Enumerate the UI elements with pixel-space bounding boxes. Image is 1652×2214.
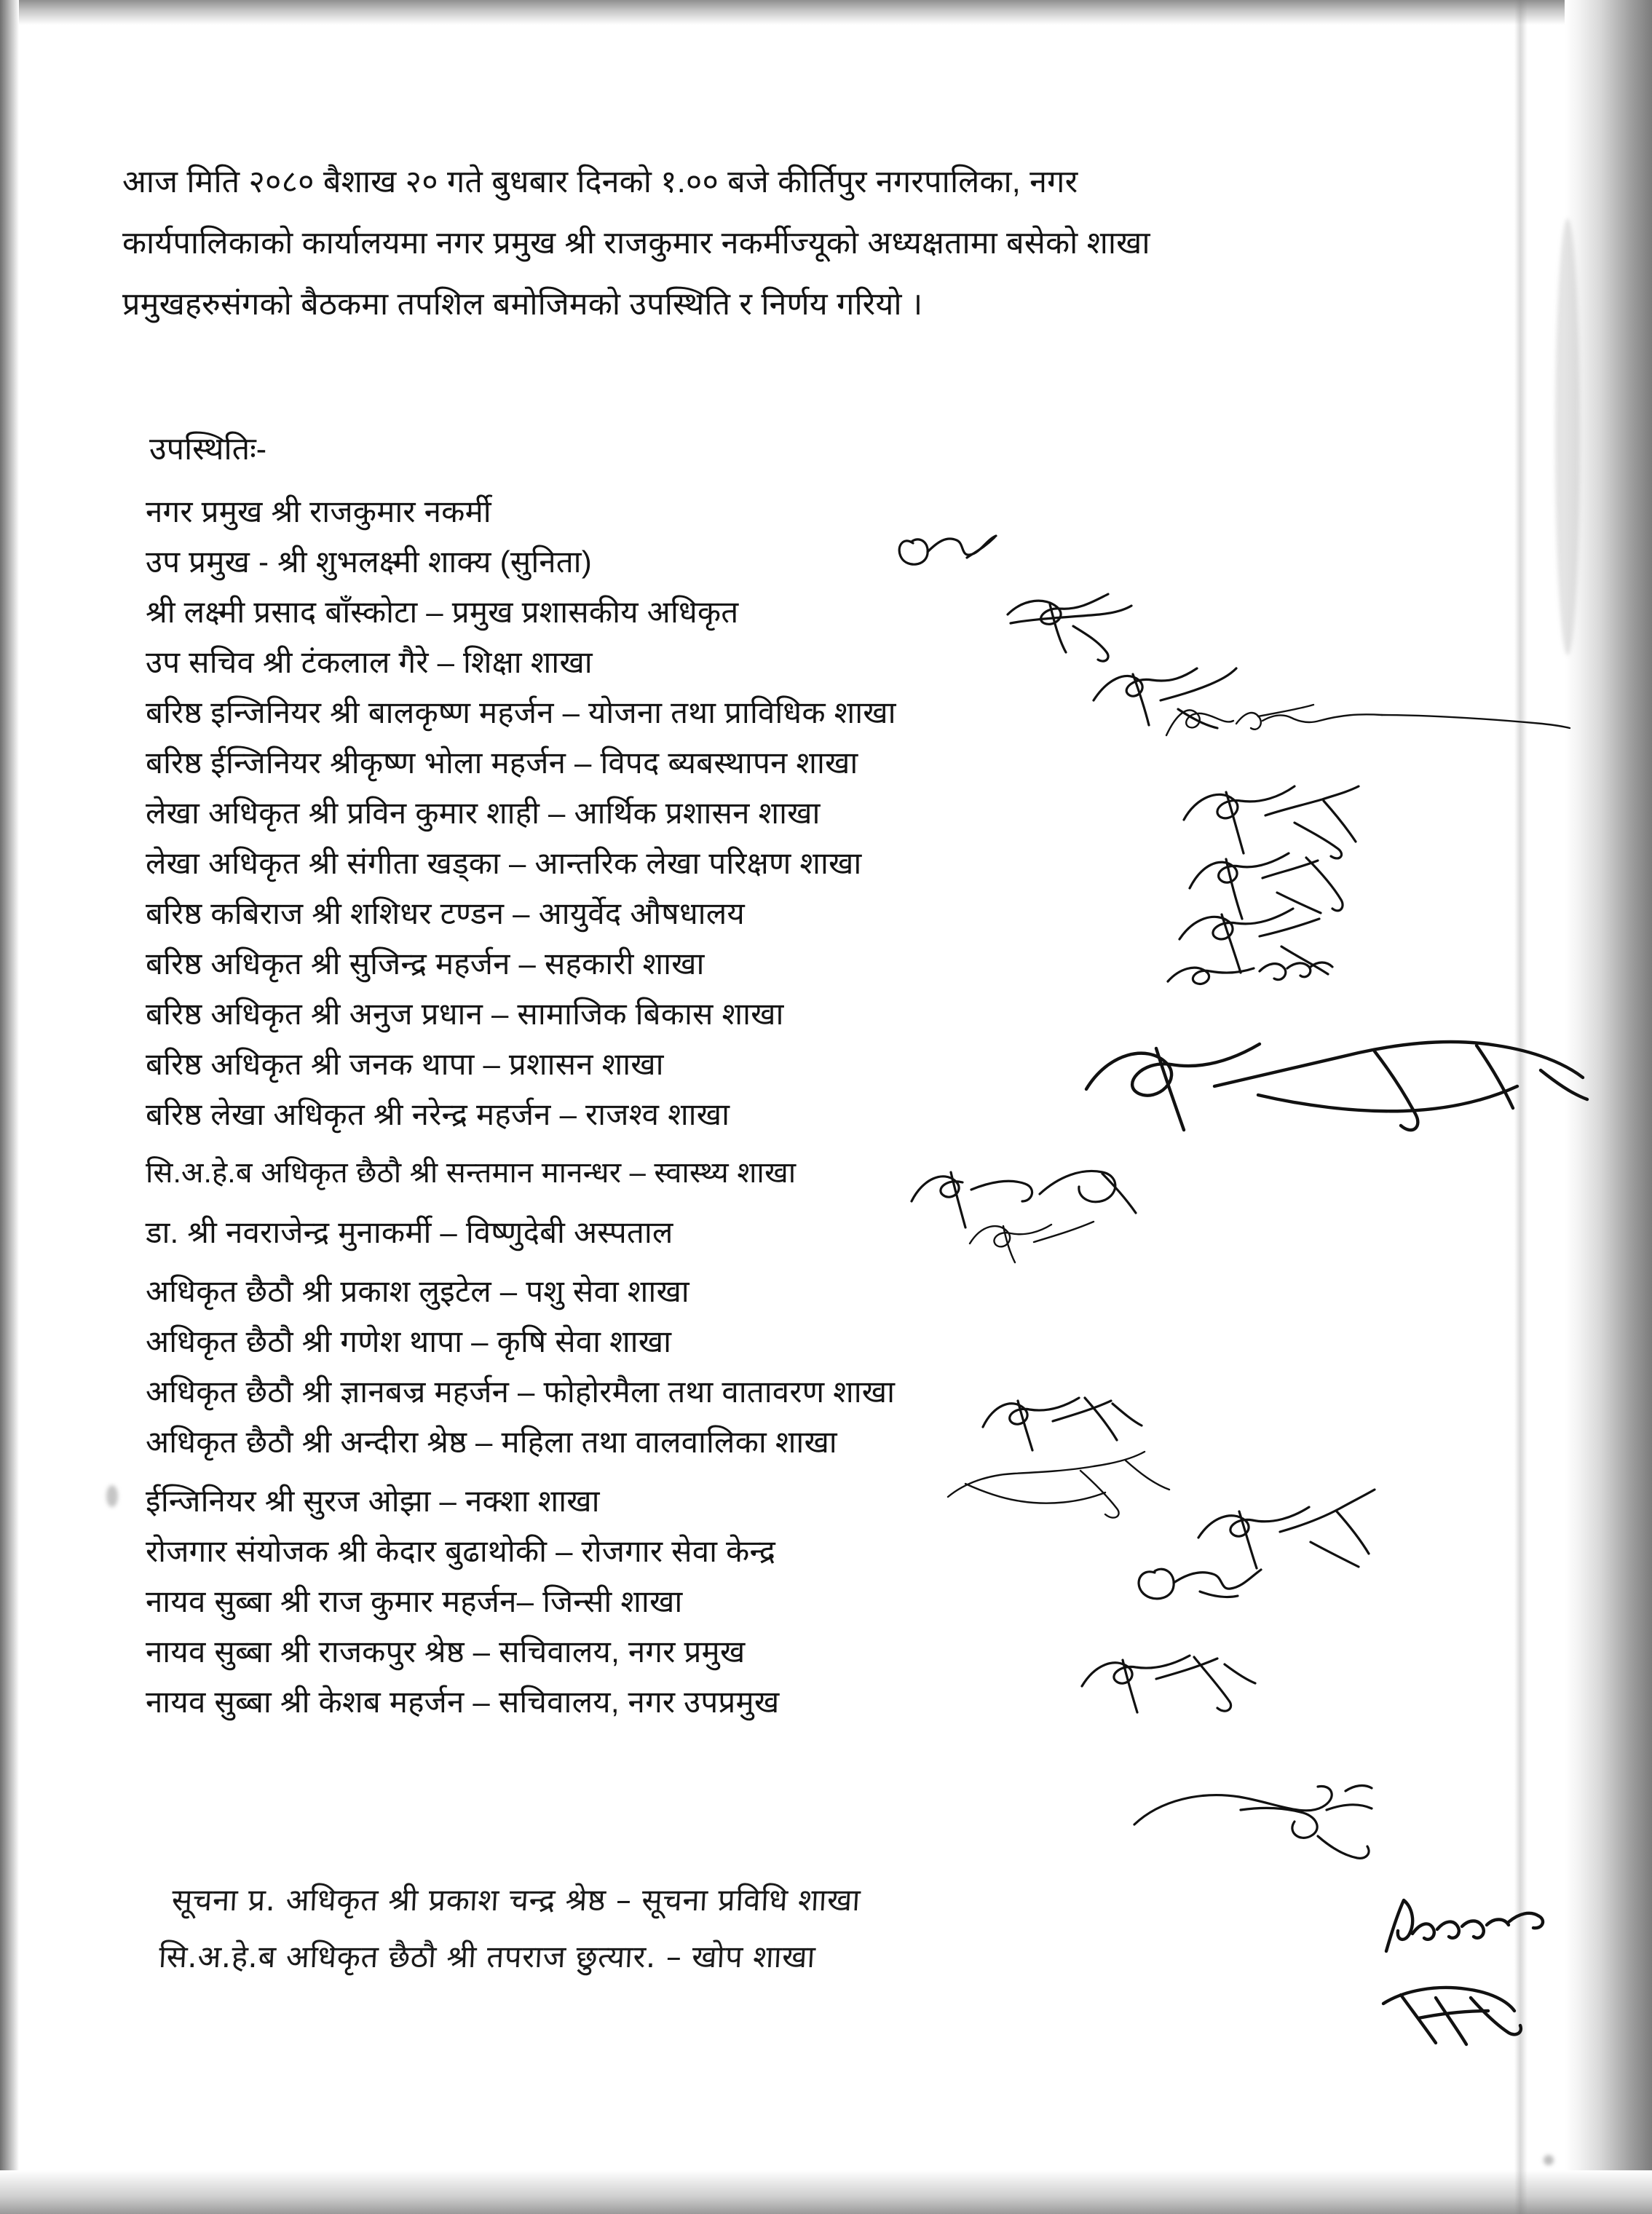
handwritten-line: सि.अ.हे.ब अधिकृत छैठौ श्री तपराज छुत्यार. – खोप शाखा [157, 1939, 817, 1974]
list-item: रोजगार संयोजक श्री केदार बुढाथोकी – रोजगार सेवा केन्द्र [146, 1534, 776, 1568]
paragraph-line: आज मिति २०८० बैशाख २० गते बुधबार दिनको १.०० बजे कीर्तिपुर नगरपालिका, नगर [122, 165, 1078, 199]
list-item: अधिकृत छैठौ श्री अन्दीरा श्रेष्ठ – महिला तथा वालवालिका शाखा [146, 1425, 837, 1459]
list-item: नायव सुब्बा श्री केशब महर्जन – सचिवालय, नगर उपप्रमुख [146, 1685, 780, 1719]
scan-top-shadow [0, 0, 1652, 25]
handwritten-attendance-rows [157, 1874, 1482, 1983]
scan-left-shadow [0, 0, 19, 2214]
attendance-list [146, 486, 1456, 1727]
scan-bottom-shadow [0, 2170, 1652, 2214]
signature-keshab-maharjan [1131, 1778, 1379, 1873]
list-item: बरिष्ठ लेखा अधिकृत श्री नरेन्द्र महर्जन – राजश्व शाखा [146, 1097, 730, 1131]
list-item: श्री लक्ष्मी प्रसाद बाँस्कोटा – प्रमुख प्रशासकीय अधिकृत [146, 595, 739, 629]
list-item: ईन्जिनियर श्री सुरज ओझा – नक्शा शाखा [146, 1484, 600, 1518]
list-item: अधिकृत छैठौ श्री प्रकाश लुइटेल – पशु सेवा शाखा [146, 1274, 689, 1308]
list-item: लेखा अधिकृत श्री प्रविन कुमार शाही – आर्थिक प्रशासन शाखा [146, 796, 821, 830]
list-item: बरिष्ठ अधिकृत श्री जनक थापा – प्रशासन शाखा [146, 1047, 664, 1081]
scan-speck [1544, 2155, 1554, 2165]
list-item: सि.अ.हे.ब अधिकृत छैठौ श्री सन्तमान मानन्धर – स्वास्थ्य शाखा [146, 1157, 797, 1189]
paragraph-line: प्रमुखहरुसंगको बैठकमा तपशिल बमोजिमको उपस्थिति र निर्णय गरियो । [122, 287, 923, 322]
paragraph-line: कार्यपालिकाको कार्यालयमा नगर प्रमुख श्री राजकुमार नकर्मीज्यूको अध्यक्षतामा बसेको शाखा [122, 226, 1150, 261]
handwritten-line: सूचना प्र. अधिकृत श्री प्रकाश चन्द्र श्रेष्ठ – सूचना प्रविधि शाखा [170, 1882, 862, 1918]
list-item: बरिष्ठ अधिकृत श्री अनुज प्रधान – सामाजिक बिकास शाखा [146, 997, 784, 1031]
scan-speck [106, 1485, 118, 1507]
list-item: बरिष्ठ कबिराज श्री शशिधर टण्डन – आयुर्वेद औषधालय [146, 896, 745, 930]
list-item: उप प्रमुख - श्री शुभलक्ष्मी शाक्य (सुनिता) [146, 545, 592, 579]
list-item: लेखा अधिकृत श्री संगीता खड्का – आन्तरिक लेखा परिक्षण शाखा [146, 846, 862, 880]
list-item: नगर प्रमुख श्री राजकुमार नकर्मी [146, 494, 491, 529]
list-item: अधिकृत छैठौ श्री ज्ञानबज्र महर्जन – फोहोरमैला तथा वातावरण शाखा [146, 1375, 896, 1409]
list-item: अधिकृत छैठौ श्री गणेश थापा – कृषि सेवा शाखा [146, 1324, 672, 1359]
list-item: उप सचिव श्री टंकलाल गैरे – शिक्षा शाखा [146, 645, 593, 679]
list-item: बरिष्ठ ईन्जिनियर श्रीकृष्ण भोला महर्जन – विपद ब्यबस्थापन शाखा [146, 746, 858, 780]
list-item: डा. श्री नवराजेन्द्र मुनाकर्मी – विष्णुदेबी अस्पताल [146, 1215, 673, 1249]
list-item: नायव सुब्बा श्री राज कुमार महर्जन– जिन्सी शाखा [146, 1584, 683, 1618]
list-item: नायव सुब्बा श्री राजकपुर श्रेष्ठ – सचिवालय, नगर प्रमुख [146, 1634, 746, 1669]
list-item: बरिष्ठ इन्जिनियर श्री बालकृष्ण महर्जन – योजना तथा प्राविधिक शाखा [146, 695, 896, 730]
opening-paragraph [122, 151, 1535, 335]
scan-smudge [1555, 218, 1580, 655]
attendance-heading: उपस्थितिः- [149, 432, 267, 467]
list-item: बरिष्ठ अधिकृत श्री सुजिन्द्र महर्जन – सहकारी शाखा [146, 946, 705, 981]
